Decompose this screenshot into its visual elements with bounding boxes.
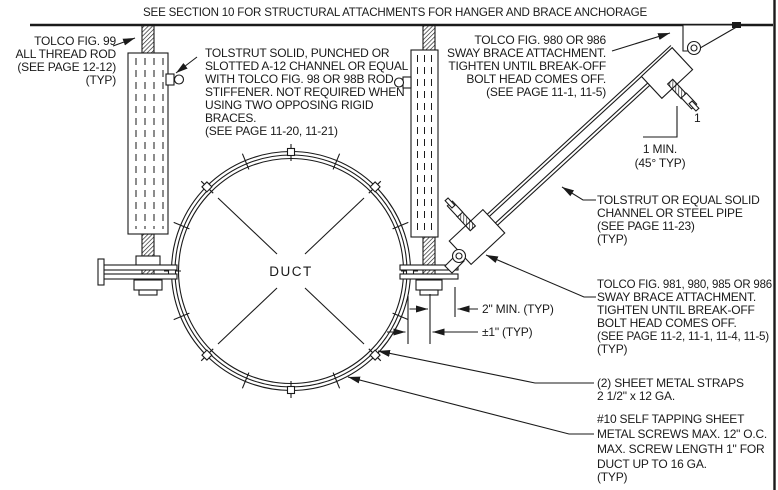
label-line: STIFFENER. NOT REQUIRED WHEN [205, 85, 405, 99]
label-line: BOLT HEAD COMES OFF. [597, 316, 737, 330]
right-hanger-nut-cap [420, 290, 438, 295]
left-rod-stiffener-clamp [166, 74, 174, 85]
label-line: TOLSTRUT OR EQUAL SOLID [597, 193, 760, 207]
left-rod-stiffener-nut [175, 75, 184, 84]
left-all-thread-rod-top [142, 25, 154, 54]
label-line: BOLT HEAD COMES OFF. [466, 72, 606, 86]
right-strap-bracket-plate-2 [400, 274, 458, 279]
duct-label: DUCT [269, 264, 313, 279]
label-line: #10 SELF TAPPING SHEET [597, 412, 745, 426]
left-hanger-nut-lower [134, 280, 162, 290]
label-line: TIGHTEN UNTIL BREAK-OFF [448, 59, 606, 73]
label-line: TOLCO FIG. 99 [34, 34, 116, 48]
left-strut-channel [128, 53, 168, 234]
label-line: MAX. SCREW LENGTH 1" FOR [597, 442, 765, 456]
top-anchor-block [732, 22, 741, 28]
label-line: (SEE PAGE 11-23) [597, 219, 695, 233]
label-line: (SEE PAGE 11-1, 11-5) [486, 85, 606, 99]
label-line: TIGHTEN UNTIL BREAK-OFF [597, 303, 755, 317]
label-line: ALL THREAD ROD [15, 47, 116, 61]
left-hanger-nut-cap [139, 290, 157, 295]
label-line: SWAY BRACE ATTACHMENT. [447, 46, 606, 60]
label-line: (SEE PAGE 12-12) [17, 60, 116, 74]
label-line: (TYP) [85, 73, 116, 87]
label-line: 2 1/2" x 12 GA. [597, 389, 675, 403]
label-line: TOLCO FIG. 980 OR 986 [474, 33, 606, 47]
label-line: METAL SCREWS MAX. 12" O.C. [597, 427, 767, 441]
label-line: SLOTTED A-12 CHANNEL OR EQUAL [205, 59, 409, 73]
label-line: (TYP) [597, 342, 628, 356]
left-bracket-end-tab [98, 259, 104, 285]
dimension-2min-label: 2" MIN. (TYP) [482, 302, 554, 316]
slope-angle-label: (45° TYP) [634, 156, 686, 170]
left-strap-bracket-plate-1 [102, 265, 177, 270]
right-all-thread-rod-top [423, 25, 435, 51]
label-line: CHANNEL OR STEEL PIPE [597, 206, 743, 220]
label-line: (TYP) [597, 232, 628, 246]
top-pivot-bolt-inner [691, 45, 697, 51]
label-line: WITH TOLCO FIG. 98 OR 98B ROD [205, 72, 394, 86]
label-line: SWAY BRACE ATTACHMENT. [597, 290, 756, 304]
label-line: (2) SHEET METAL STRAPS [597, 376, 744, 390]
label-line: BRACES. [205, 111, 257, 125]
left-hanger-nut-upper [136, 256, 160, 265]
label-line: (SEE PAGE 11-20, 11-21) [205, 124, 338, 138]
label-line: TOLCO FIG. 981, 980, 985 OR 986 [597, 277, 773, 291]
label-line: (TYP) [597, 470, 628, 484]
label-line: TOLSTRUT SOLID, PUNCHED OR [205, 46, 390, 60]
label-line: DUCT UP TO 16 GA. [597, 457, 707, 471]
structural-note-title: SEE SECTION 10 FOR STRUCTURAL ATTACHMENTS FOR HANGER AND BRACE ANCHORAGE [143, 5, 648, 19]
dimension-tolerance-label: ±1" (TYP) [482, 325, 533, 339]
right-hanger-nut-lower [416, 280, 442, 290]
left-strap-bracket-plate-2 [102, 274, 177, 279]
duct-pivot-bolt-inner [456, 253, 462, 259]
label-line: (SEE PAGE 11-2, 11-1, 11-4, 11-5) [597, 329, 770, 343]
slope-run-label: 1 MIN. [642, 142, 678, 156]
label-line: USING TWO OPPOSING RIGID [205, 98, 374, 112]
slope-rise-label: 1 [694, 111, 701, 125]
